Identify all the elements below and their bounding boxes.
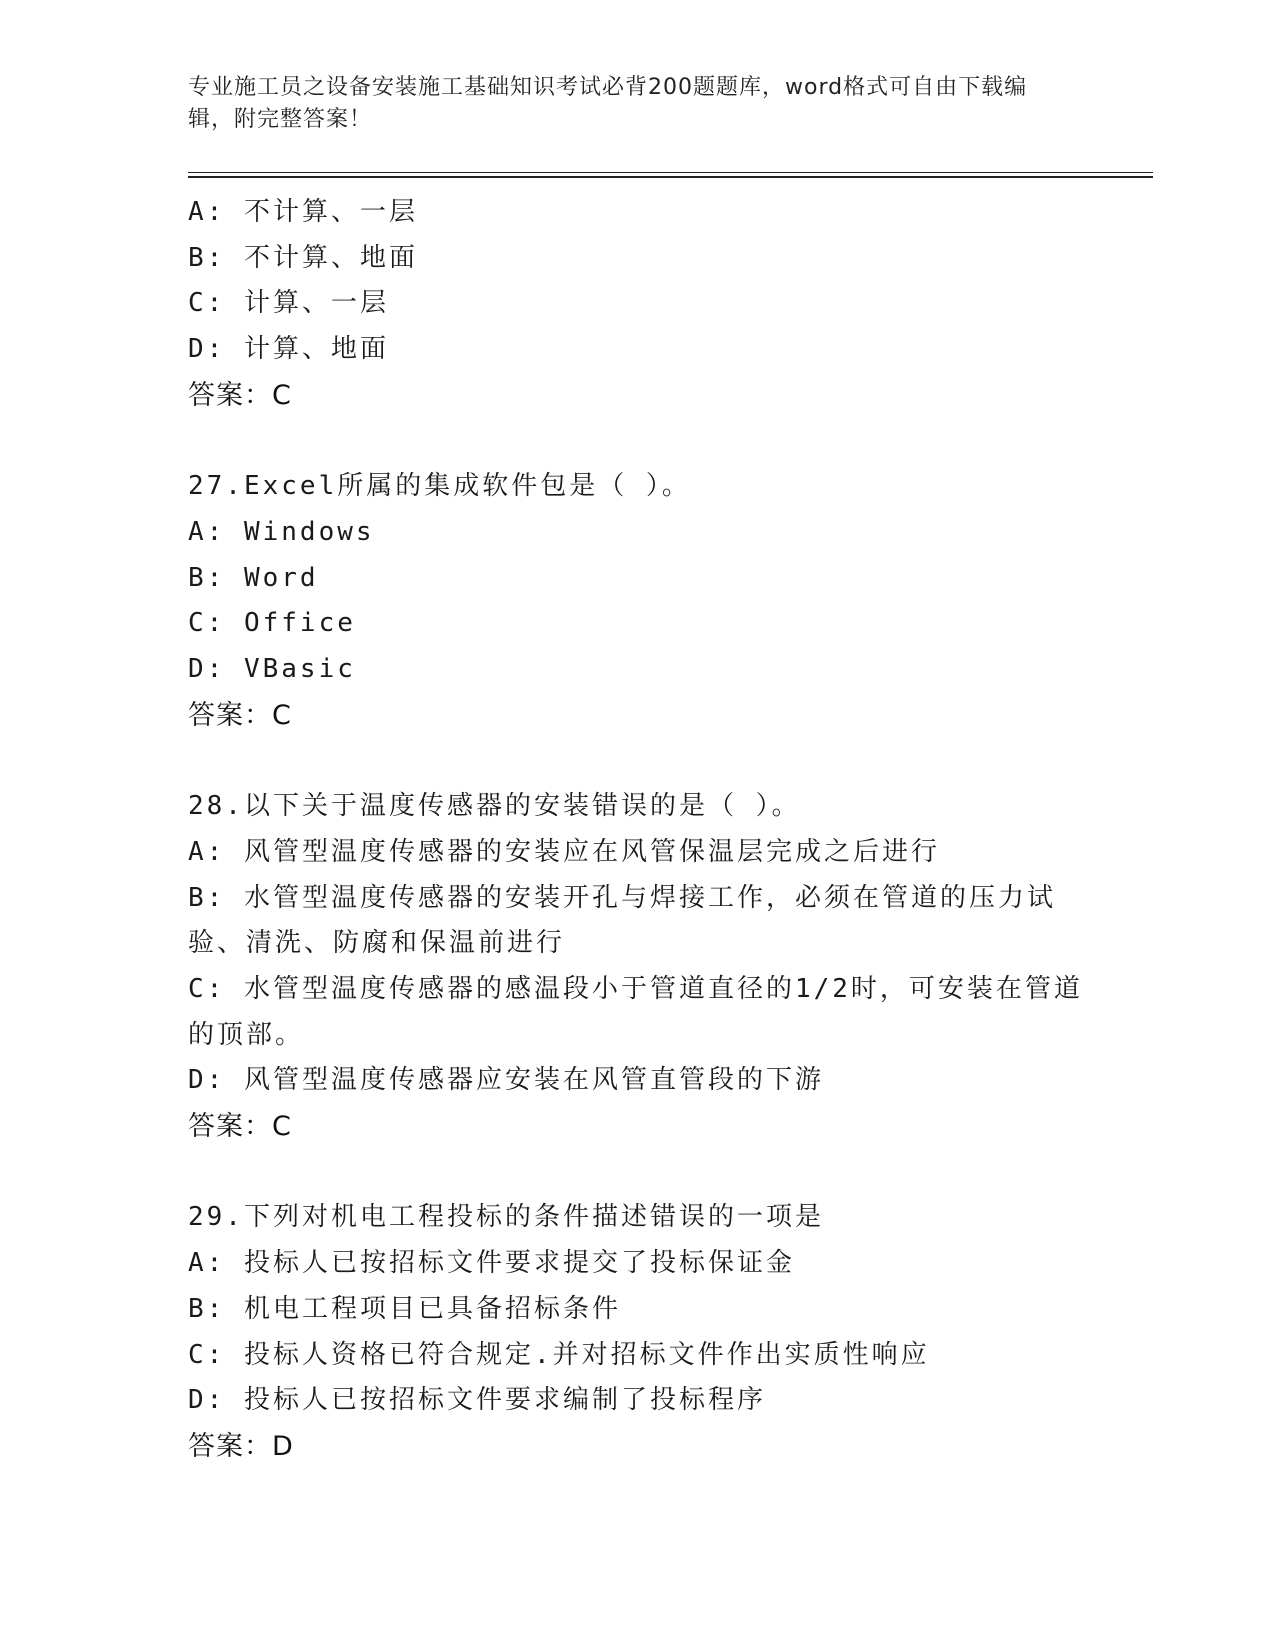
option-a: A: 投标人已按招标文件要求提交了投标保证金 <box>188 1248 795 1279</box>
option-d: D: VBasic <box>188 654 356 685</box>
page-header: 专业施工员之设备安装施工基础知识考试必背200题题库，word格式可自由下载编辑，附完整答案！ <box>188 75 1028 132</box>
option-b: B: 水管型温度传感器的安装开孔与焊接工作，必须在管道的压力试验、清洗、防腐和保温前进行 <box>188 882 1056 959</box>
answer: 答案：C <box>188 1111 292 1143</box>
option-d: D: 风管型温度传感器应安装在风管直管段的下游 <box>188 1065 824 1096</box>
spacer <box>188 419 1088 465</box>
option-d: D: 投标人已按招标文件要求编制了投标程序 <box>188 1385 766 1416</box>
option-a: A: Windows <box>188 516 375 547</box>
answer: 答案：D <box>188 1430 294 1462</box>
option-d: D: 计算、地面 <box>188 334 389 365</box>
option-b: B: Word <box>188 562 319 593</box>
question-text: 29.下列对机电工程投标的条件描述错误的一项是 <box>188 1202 824 1233</box>
option-c: C: Office <box>188 608 356 639</box>
question-text: 28.以下关于温度传感器的安装错误的是（ ）。 <box>188 791 801 822</box>
option-c: C: 投标人资格已符合规定.并对招标文件作出实质性响应 <box>188 1339 930 1370</box>
question-block <box>188 190 1088 419</box>
answer: 答案：C <box>188 699 292 731</box>
header-rule-top <box>188 172 1153 173</box>
question-block <box>188 464 1088 738</box>
option-c: C: 计算、一层 <box>188 288 389 319</box>
option-a: A: 风管型温度传感器的安装应在风管保温层完成之后进行 <box>188 836 940 867</box>
option-c: C: 水管型温度传感器的感温段小于管道直径的1/2时，可安装在管道的顶部。 <box>188 973 1083 1050</box>
option-a: A: 不计算、一层 <box>188 197 418 227</box>
question-block <box>188 784 1088 1150</box>
spacer <box>188 738 1088 784</box>
option-b: B: 不计算、地面 <box>188 242 418 273</box>
option-b: B: 机电工程项目已具备招标条件 <box>188 1293 621 1324</box>
answer: 答案：C <box>188 379 292 411</box>
spacer <box>188 1150 1088 1196</box>
question-list <box>188 190 1088 1470</box>
question-block <box>188 1195 1088 1469</box>
question-text: 27.Excel所属的集成软件包是（ ）。 <box>188 471 691 502</box>
header-rule-bottom <box>188 176 1153 178</box>
